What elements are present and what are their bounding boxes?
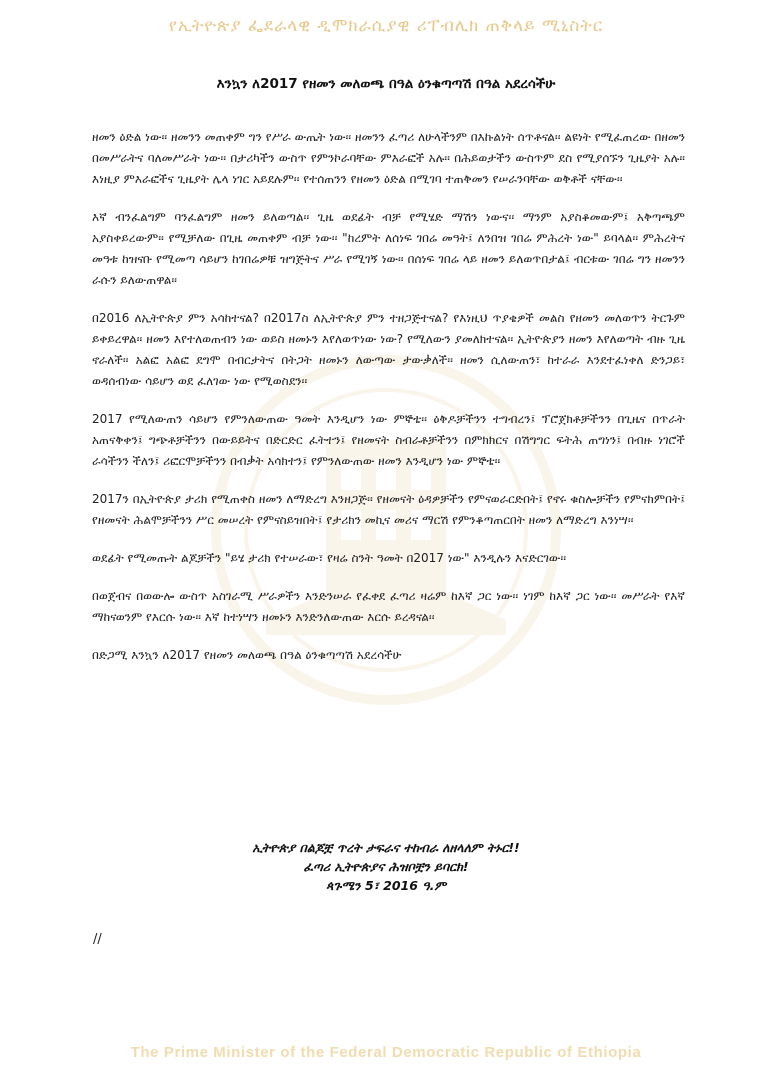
letter-subject: እንኳን ለ2017 የዘመን መለወጫ በዓል ዕንቁጣጣሽ በዓል አደረሳችሁ	[216, 76, 556, 92]
closing-blessing: ኢትዮጵያ በልጆቿ ጥረት ታፍራና ተከብራ ለዘላለም ትኑር!!	[252, 840, 520, 855]
paragraph-8: በድጋሚ እንኳን ለ2017 የዘመን መለወጫ በዓል ዕንቁጣጣሽ አደረሳችሁ	[92, 648, 402, 662]
paragraph-2: እኛ ብንፈልግም ባንፈልግም ዘመን ይለወጣል፡፡ ጊዜ ወደፊት ብቻ የሚሄድ ማሽን ነውና፡፡ ማንም አያስቆመውም፤ አቅጣጫም አያስቀይረውም፡፡ የሚቻለው በጊዜ መጠቀም ብቻ ነው፡፡ "ከረምት ለሰነፍ ገበሬ መዓት፤ ለንበዝ ገበሬ ምሕረት ነው" ይባላል፡፡ ምሕረትና መዓቱ ከዝናቡ የሚመጣ ሳይሆን ከገበሬዎቹ ዝግጅትና ሥራ የሚገኝ ነው፡፡ በሰነፍ ገበሬ ላይ ዘመን ይለወጥበታል፤ ብርቱው ገበሬ ግን ዘመንን ራሱን ይለውጠዋል፡፡	[92, 210, 685, 287]
letter-body	[92, 127, 685, 683]
paragraph-4: 2017 የሚለውጠን ሳይሆን የምንለውጠው ዓመት እንዲሆን ነው ምኞቴ፡፡ ዕቅዶቻችንን ተግብረን፤ ፕሮጀክቶቻችንን በጊዜና በጥራት አጠናቅቀን፤ ግጭቶቻችንን በውይይትና በድርድር ፈትተን፤ የዘመናት ስብራቶቻችንን በምክክርና በሽግግር ፍትሕ ጠግነን፤ በብዙ ነገሮች ራሳችንን ችለን፤ ሪፎርሞቻችንን በብቃት አሳክተን፤ የምንለውጠው ዘመን እንዲሆን ነው ምኞቴ፡፡	[92, 412, 685, 468]
paragraph-5: 2017ን በኢትዮጵያ ታሪክ የሚጠቀስ ዘመን ለማድረግ እንዘጋጅ፡፡ የዘመናት ዕዳዎቻችን የምናወራርድበት፤ የኖሩ ቁስሎቻችን የምናክምበት፤ የዘመናት ሕልሞቻችንን ሥር መሠረት የምናስይዝበት፤ የታሪክን መኪና መሪና ማርሽ የምንቆጣጠርበት ዘመን ለማድረግ እንነሣ፡፡	[92, 492, 685, 527]
end-mark: //	[93, 932, 102, 947]
closing-block	[0, 838, 772, 895]
paragraph-1: ዘመን ዕድል ነው፡፡ ዘመንን መጠቀም ግን የሥራ ውጤት ነው፡፡ ዘመንን ፈጣሪ ለሁላችንም በእኩልነት ሰጥቶናል፡፡ ልዩነት የሚፈጠረው በዘመን በመሥራትና ባለመሥራት ነው፡፡ በታሪካችን ውስጥ የምንኮራባቸው ምእራፎች አሉ፡፡ በሕይወታችን ውስጥም ደስ የሚያሰኙን ጊዜያት አሉ፡፡ እነዚያ ምእራፎችና ጊዜያት ሌላ ነገር አይደሉም፡፡ የተሰጠንን የዘመን ዕድል በሚገባ ተጠቅመን የሠራንባቸው ወቅቶች ናቸው፡፡	[92, 130, 685, 186]
letterhead-title: የኢትዮጵያ ፌደራላዊ ዲሞክራሲያዊ ሪፐብሊክ ጠቅላይ ሚኒስትር	[168, 16, 604, 36]
footer-text: The Prime Minister of the Federal Democratic Republic of Ethiopia	[130, 1044, 642, 1061]
paragraph-3: በ2016 ለኢትዮጵያ ምን አሳከተናል? በ2017ስ ለኢትዮጵያ ምን ተዘጋጅተናል? የእነዚህ ጥያቄዎች መልስ የዘመን መለወጥን ትርጉም ይቀይረዋል፡፡ ዘመን እየተለወጠብን ነው ወይስ ዘመኑን እየለወጥነው ነው? የሚለውን ያመለክተናል፡፡ ኢትዮጵያን ዘመን እየለወጣት ብዙ ጊዜ ኖራለች፡፡ አልፎ አልፎ ደግሞ በብርታትና በትጋት ዘመኑን ለውጣው ታውቃለች፡፡ ዘመን ሲለውጠን፣ ከተራራ እንደተፈነቀለ ድንጋይ፣ ወዳሰብነው ሳይሆን ወደ ፈለገው ነው የሚወስደን፡፡	[92, 311, 685, 388]
letter-date: ጳጉሜን 5፣ 2016 ዓ.ም	[325, 878, 447, 893]
closing-prayer: ፈጣሪ ኢትዮጵያና ሕዝቦቿን ይባርክ!	[303, 859, 469, 874]
paragraph-7: በወጀብና በወውሎ ውስጥ አስገራሚ ሥራዎችን እንድንሠራ የፈቀደ ፈጣሪ ዛሬም ከእኛ ጋር ነው፡፡ ነገም ከእኛ ጋር ነው፡፡ መሥራት የእኛ ማከናወንም የእርሱ ነው፡፡ እኛ ከተነሣን ዘመኑን እንድንለውጠው እርሱ ይረዳናል፡፡	[92, 589, 685, 624]
paragraph-6: ወደፊት የሚመጡት ልጆቻችን "ይሄ ታሪክ የተሠራው፣ የዛሬ ስንት ዓመት በ2017 ነው" እንዲሉን እናድርገው፡፡	[92, 551, 567, 565]
